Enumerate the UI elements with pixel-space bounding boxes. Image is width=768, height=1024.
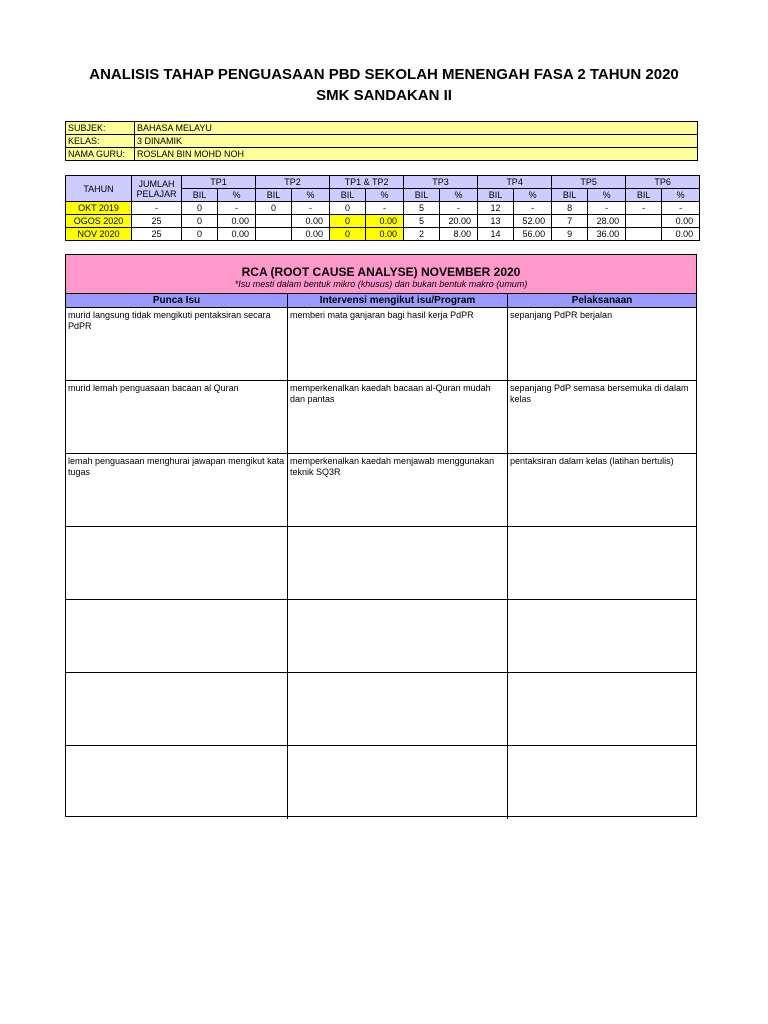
cell-pct: 36.00 <box>588 228 626 241</box>
group-header: TP5 <box>552 176 626 189</box>
rca-cell-issue <box>66 527 288 599</box>
cell-bil: 0 <box>182 215 218 228</box>
stats-table <box>65 175 700 241</box>
sub-pct-header: % <box>218 189 256 202</box>
group-header: TP4 <box>478 176 552 189</box>
sub-pct-header: % <box>588 189 626 202</box>
cell-bil: 9 <box>552 228 588 241</box>
cell-pct: 0.00 <box>218 228 256 241</box>
cell-pct: 0.00 <box>292 228 330 241</box>
stats-row <box>66 228 700 241</box>
sub-bil-header: BIL <box>626 189 662 202</box>
sub-bil-header: BIL <box>330 189 366 202</box>
rca-row <box>66 746 696 819</box>
row-year: NOV 2020 <box>66 228 132 241</box>
group-header: TP1 <box>182 176 256 189</box>
rca-cell-issue: lemah penguasaan menghurai jawapan mengikut kata tugas <box>66 454 288 526</box>
sub-pct-header: % <box>292 189 330 202</box>
rca-cell-implementation <box>508 527 696 599</box>
rca-cell-intervention: memberi mata ganjaran bagi hasil kerja PdPR <box>288 308 508 380</box>
sub-bil-header: BIL <box>256 189 292 202</box>
rca-cell-issue <box>66 673 288 745</box>
group-header: TP3 <box>404 176 478 189</box>
col-pelaksanaan: Pelaksanaan <box>571 295 633 306</box>
cell-pct: 8.00 <box>440 228 478 241</box>
rca-cell-issue: murid langsung tidak mengikuti pentaksiran secara PdPR <box>66 308 288 380</box>
rca-cell-intervention <box>288 527 508 599</box>
cell-bil: 0 <box>330 215 366 228</box>
cell-bil: 0 <box>182 202 218 215</box>
col-tahun-header: TAHUN <box>66 176 132 202</box>
row-total: - <box>132 202 182 215</box>
rca-header <box>66 255 696 294</box>
info-row-subject <box>66 122 698 135</box>
group-header: TP6 <box>626 176 700 189</box>
cell-pct: 20.00 <box>440 215 478 228</box>
cell-pct: - <box>514 202 552 215</box>
rca-cell-implementation: pentaksiran dalam kelas (latihan bertulis) <box>510 456 674 466</box>
school-name: SMK SANDAKAN II <box>316 87 452 104</box>
cell-pct: - <box>366 202 404 215</box>
group-header: TP1 & TP2 <box>330 176 404 189</box>
rca-cell-intervention <box>288 746 508 819</box>
cell-pct: 0.00 <box>366 228 404 241</box>
rca-cell-implementation <box>508 746 696 819</box>
sub-pct-header: % <box>662 189 700 202</box>
rca-cell-issue <box>66 746 288 819</box>
cell-bil <box>256 215 292 228</box>
cell-pct: 28.00 <box>588 215 626 228</box>
cell-bil: 0 <box>330 228 366 241</box>
cell-pct: 0.00 <box>366 215 404 228</box>
cell-pct: - <box>292 202 330 215</box>
rca-cell-implementation: sepanjang PdPR berjalan <box>510 310 613 320</box>
cell-pct: - <box>218 202 256 215</box>
rca-row <box>66 308 696 381</box>
rca-row <box>66 600 696 673</box>
info-value: BAHASA MELAYU <box>135 122 698 135</box>
row-total: 25 <box>132 228 182 241</box>
cell-bil: 13 <box>478 215 514 228</box>
info-table <box>65 121 698 161</box>
cell-pct: 0.00 <box>292 215 330 228</box>
cell-bil <box>256 228 292 241</box>
sub-bil-header: BIL <box>404 189 440 202</box>
row-year: OKT 2019 <box>66 202 132 215</box>
rca-row <box>66 673 696 746</box>
cell-bil: 12 <box>478 202 514 215</box>
info-label: KELAS: <box>66 135 135 148</box>
cell-bil: 0 <box>256 202 292 215</box>
cell-bil <box>626 228 662 241</box>
cell-bil: 8 <box>552 202 588 215</box>
col-jumlah-header: JUMLAH PELAJAR <box>132 176 182 202</box>
rca-row <box>66 381 696 454</box>
rca-cell-implementation <box>508 600 696 672</box>
rca-cell-intervention <box>288 600 508 672</box>
cell-bil: 5 <box>404 215 440 228</box>
group-header: TP2 <box>256 176 330 189</box>
info-label: NAMA GURU: <box>66 148 135 161</box>
info-row-teacher <box>66 148 698 161</box>
sub-bil-header: BIL <box>478 189 514 202</box>
cell-pct: 56.00 <box>514 228 552 241</box>
cell-pct: 0.00 <box>218 215 256 228</box>
rca-cell-issue <box>66 600 288 672</box>
rca-panel <box>65 254 697 817</box>
cell-pct: 0.00 <box>662 215 700 228</box>
row-total: 25 <box>132 215 182 228</box>
report-title: ANALISIS TAHAP PENGUASAAN PBD SEKOLAH MENENGAH FASA 2 TAHUN 2020 <box>89 66 679 83</box>
rca-cell-intervention: memperkenalkan kaedah bacaan al-Quran mudah dan pantas <box>288 381 508 453</box>
cell-bil <box>626 215 662 228</box>
rca-cell-implementation: sepanjang PdP semasa bersemuka di dalam kelas <box>510 383 689 404</box>
stats-header-row <box>66 176 700 189</box>
cell-bil: 0 <box>330 202 366 215</box>
rca-row <box>66 527 696 600</box>
rca-row <box>66 454 696 527</box>
col-intervensi: Intervensi mengikut isu/Program <box>288 294 508 307</box>
info-row-class <box>66 135 698 148</box>
cell-bil: 5 <box>404 202 440 215</box>
cell-pct: 0.00 <box>662 228 700 241</box>
rca-title: RCA (ROOT CAUSE ANALYSE) NOVEMBER 2020 <box>241 265 521 279</box>
cell-pct: - <box>662 202 700 215</box>
sub-pct-header: % <box>366 189 404 202</box>
stats-row <box>66 202 700 215</box>
cell-bil: 2 <box>404 228 440 241</box>
sub-bil-header: BIL <box>182 189 218 202</box>
info-label: SUBJEK: <box>66 122 135 135</box>
cell-bil: 14 <box>478 228 514 241</box>
cell-pct: 52.00 <box>514 215 552 228</box>
rca-column-headers <box>66 294 696 308</box>
rca-subtitle: *Isu mesti dalam bentuk mikro (khusus) dan bukan bentuk makro (umum) <box>234 279 528 289</box>
cell-bil: - <box>626 202 662 215</box>
cell-pct: - <box>588 202 626 215</box>
rca-cell-implementation <box>508 673 696 745</box>
sub-bil-header: BIL <box>552 189 588 202</box>
rca-cell-intervention: memperkenalkan kaedah menjawab menggunakan teknik SQ3R <box>288 454 508 526</box>
rca-cell-issue: murid lemah penguasaan bacaan al Quran <box>66 381 288 453</box>
info-value: ROSLAN BIN MOHD NOH <box>135 148 698 161</box>
cell-pct: - <box>440 202 478 215</box>
info-value: 3 DINAMIK <box>135 135 698 148</box>
cell-bil: 7 <box>552 215 588 228</box>
cell-bil: 0 <box>182 228 218 241</box>
stats-row <box>66 215 700 228</box>
col-punca-isu: Punca Isu <box>66 294 288 307</box>
row-year: OGOS 2020 <box>66 215 132 228</box>
rca-cell-intervention <box>288 673 508 745</box>
sub-pct-header: % <box>514 189 552 202</box>
sub-pct-header: % <box>440 189 478 202</box>
